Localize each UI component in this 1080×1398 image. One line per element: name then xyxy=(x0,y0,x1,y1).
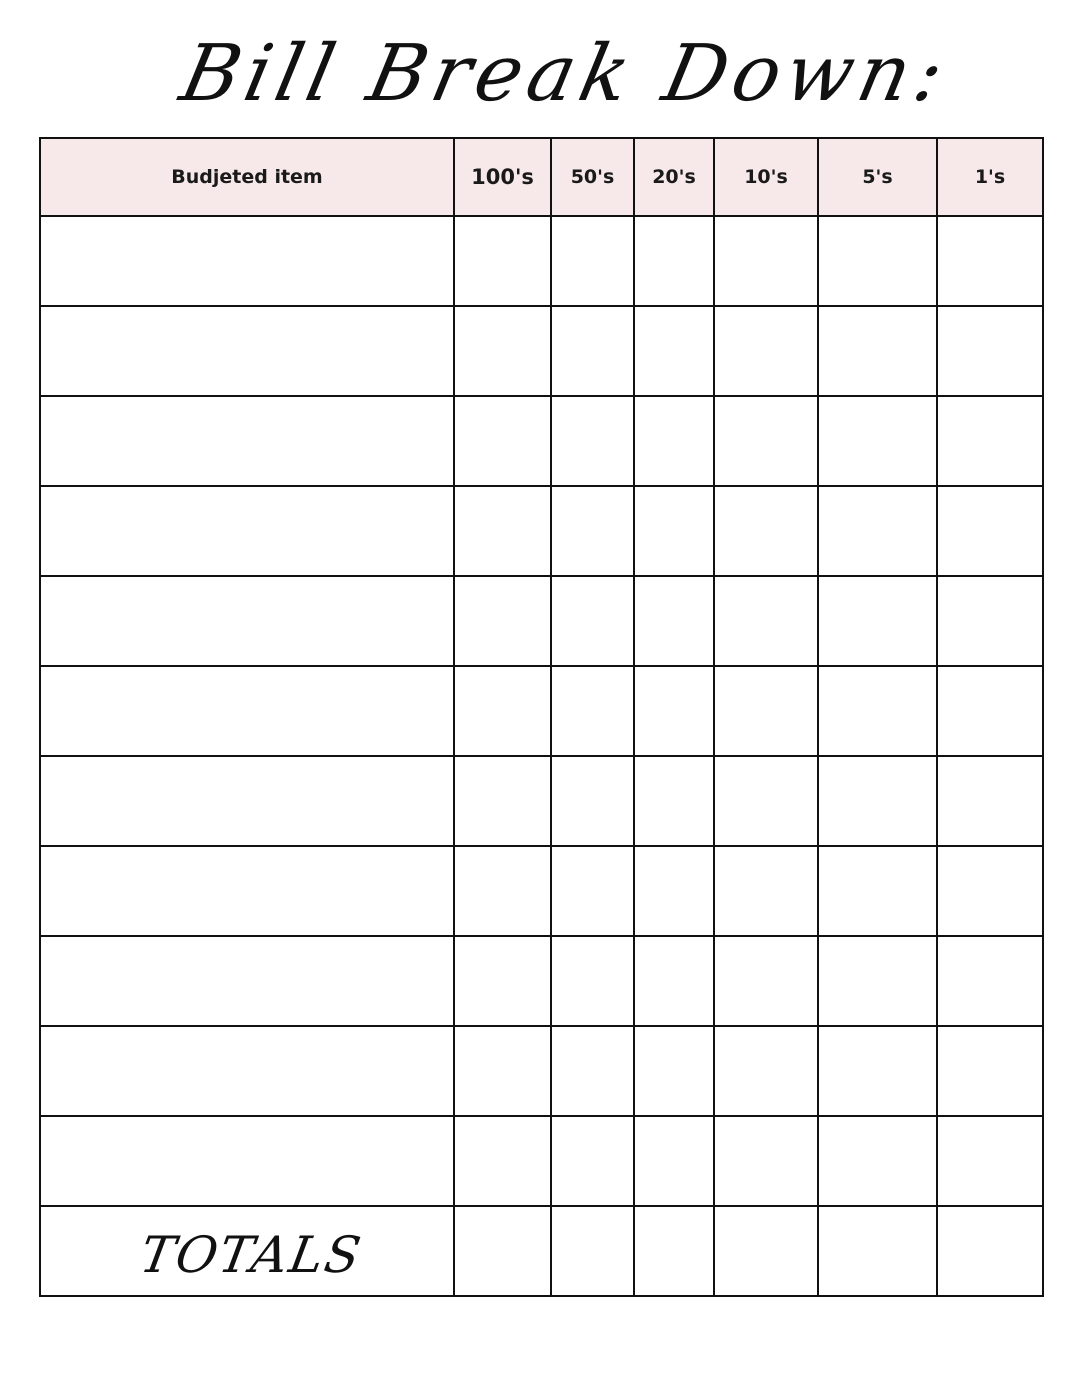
denomination-cell[interactable] xyxy=(937,1026,1043,1116)
denomination-cell[interactable] xyxy=(714,306,818,396)
denomination-cell[interactable] xyxy=(454,576,551,666)
denomination-cell[interactable] xyxy=(551,306,634,396)
table-row xyxy=(40,1026,1043,1116)
denomination-cell[interactable] xyxy=(454,1116,551,1206)
totals-label: TOTALS xyxy=(135,1226,367,1284)
item-cell[interactable] xyxy=(40,936,454,1026)
denomination-cell[interactable] xyxy=(634,936,714,1026)
denomination-cell[interactable] xyxy=(454,216,551,306)
denomination-cell[interactable] xyxy=(818,396,937,486)
denomination-cell[interactable] xyxy=(937,846,1043,936)
denomination-cell[interactable] xyxy=(714,1116,818,1206)
total-cell[interactable] xyxy=(937,1206,1043,1296)
denomination-cell[interactable] xyxy=(551,846,634,936)
denomination-cell[interactable] xyxy=(937,576,1043,666)
denomination-cell[interactable] xyxy=(937,666,1043,756)
denomination-cell[interactable] xyxy=(937,396,1043,486)
denomination-cell[interactable] xyxy=(551,216,634,306)
denomination-cell[interactable] xyxy=(937,306,1043,396)
denomination-cell[interactable] xyxy=(551,576,634,666)
denomination-cell[interactable] xyxy=(454,1026,551,1116)
item-cell[interactable] xyxy=(40,576,454,666)
total-cell[interactable] xyxy=(454,1206,551,1296)
denomination-cell[interactable] xyxy=(634,396,714,486)
denomination-cell[interactable] xyxy=(634,216,714,306)
total-cell[interactable] xyxy=(714,1206,818,1296)
denomination-cell[interactable] xyxy=(454,756,551,846)
denomination-cell[interactable] xyxy=(714,936,818,1026)
denomination-cell[interactable] xyxy=(454,936,551,1026)
item-cell[interactable] xyxy=(40,666,454,756)
denomination-cell[interactable] xyxy=(818,936,937,1026)
page-title: Bill Break Down: xyxy=(173,29,958,119)
denomination-cell[interactable] xyxy=(937,216,1043,306)
denomination-cell[interactable] xyxy=(634,486,714,576)
item-cell[interactable] xyxy=(40,1116,454,1206)
table-row xyxy=(40,396,1043,486)
denomination-cell[interactable] xyxy=(818,756,937,846)
denomination-cell[interactable] xyxy=(714,1026,818,1116)
denomination-cell[interactable] xyxy=(634,1026,714,1116)
table-row xyxy=(40,486,1043,576)
header-20s: 20's xyxy=(634,138,714,216)
denomination-cell[interactable] xyxy=(454,846,551,936)
denomination-cell[interactable] xyxy=(714,396,818,486)
totals-row xyxy=(40,1206,1043,1296)
table-row xyxy=(40,666,1043,756)
denomination-cell[interactable] xyxy=(714,216,818,306)
denomination-cell[interactable] xyxy=(818,1116,937,1206)
table-row xyxy=(40,846,1043,936)
denomination-cell[interactable] xyxy=(551,1026,634,1116)
denomination-cell[interactable] xyxy=(634,666,714,756)
denomination-cell[interactable] xyxy=(551,666,634,756)
denomination-cell[interactable] xyxy=(818,216,937,306)
denomination-cell[interactable] xyxy=(714,576,818,666)
denomination-cell[interactable] xyxy=(551,756,634,846)
header-5s: 5's xyxy=(818,138,937,216)
item-cell[interactable] xyxy=(40,306,454,396)
denomination-cell[interactable] xyxy=(551,936,634,1026)
table-row xyxy=(40,306,1043,396)
denomination-cell[interactable] xyxy=(818,1026,937,1116)
denomination-cell[interactable] xyxy=(551,486,634,576)
denomination-cell[interactable] xyxy=(634,576,714,666)
totals-label-cell xyxy=(40,1206,454,1296)
denomination-cell[interactable] xyxy=(818,846,937,936)
table-row xyxy=(40,1116,1043,1206)
table-row xyxy=(40,576,1043,666)
denomination-cell[interactable] xyxy=(634,756,714,846)
header-100s: 100's xyxy=(454,138,551,216)
table-row xyxy=(40,216,1043,306)
denomination-cell[interactable] xyxy=(714,486,818,576)
denomination-cell[interactable] xyxy=(551,1116,634,1206)
denomination-cell[interactable] xyxy=(454,306,551,396)
item-cell[interactable] xyxy=(40,756,454,846)
header-10s: 10's xyxy=(714,138,818,216)
item-cell[interactable] xyxy=(40,846,454,936)
table-row xyxy=(40,936,1043,1026)
header-1s: 1's xyxy=(937,138,1043,216)
item-cell[interactable] xyxy=(40,486,454,576)
denomination-cell[interactable] xyxy=(937,1116,1043,1206)
header-50s: 50's xyxy=(551,138,634,216)
denomination-cell[interactable] xyxy=(454,396,551,486)
denomination-cell[interactable] xyxy=(551,396,634,486)
denomination-cell[interactable] xyxy=(714,756,818,846)
denomination-cell[interactable] xyxy=(818,306,937,396)
denomination-cell[interactable] xyxy=(818,486,937,576)
denomination-cell[interactable] xyxy=(634,1116,714,1206)
denomination-cell[interactable] xyxy=(634,846,714,936)
denomination-cell[interactable] xyxy=(818,576,937,666)
denomination-cell[interactable] xyxy=(454,486,551,576)
denomination-cell[interactable] xyxy=(714,666,818,756)
item-cell[interactable] xyxy=(40,396,454,486)
denomination-cell[interactable] xyxy=(937,756,1043,846)
total-cell[interactable] xyxy=(818,1206,937,1296)
denomination-cell[interactable] xyxy=(634,306,714,396)
denomination-cell[interactable] xyxy=(714,846,818,936)
total-cell[interactable] xyxy=(551,1206,634,1296)
denomination-cell[interactable] xyxy=(937,936,1043,1026)
total-cell[interactable] xyxy=(634,1206,714,1296)
bill-breakdown-table xyxy=(39,137,1044,1297)
header-row xyxy=(40,138,1043,216)
item-cell[interactable] xyxy=(40,216,454,306)
denomination-cell[interactable] xyxy=(454,666,551,756)
denomination-cell[interactable] xyxy=(937,486,1043,576)
denomination-cell[interactable] xyxy=(818,666,937,756)
item-cell[interactable] xyxy=(40,1026,454,1116)
header-budgeted-item: Budjeted item xyxy=(40,138,454,216)
table-row xyxy=(40,756,1043,846)
